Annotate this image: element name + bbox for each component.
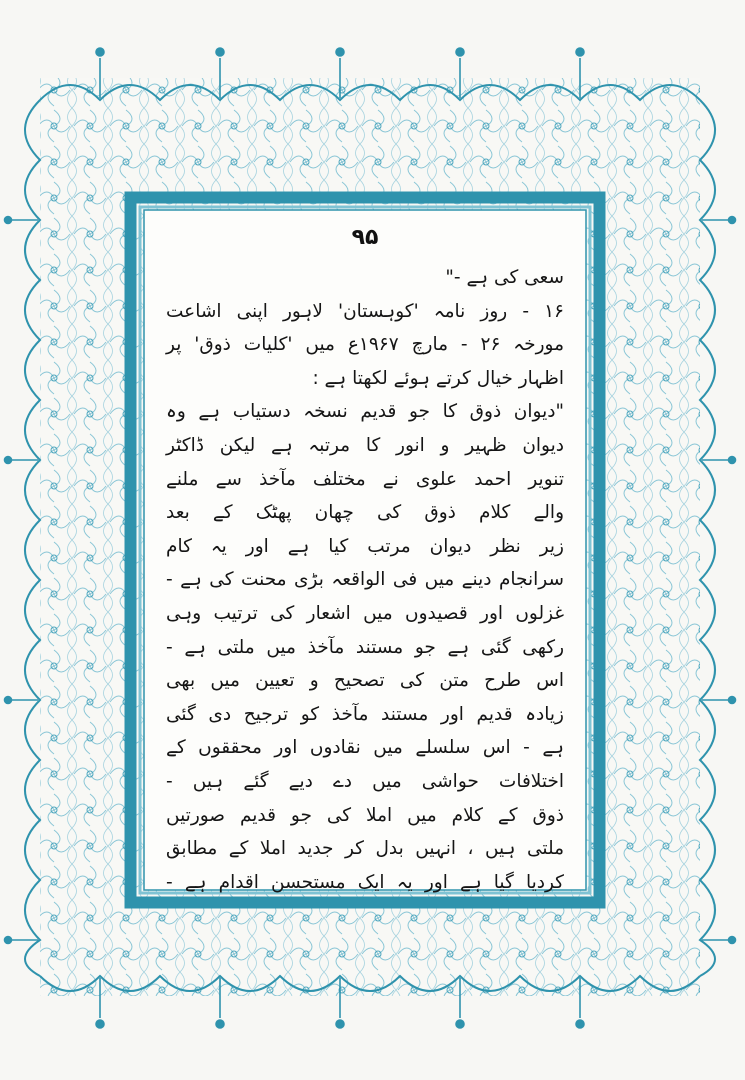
text-line: رکھی گئی ہے جو مستند مآخذ میں ملتی ہے - [166,636,564,658]
text-panel [148,213,582,893]
text-line: غزلوں اور قصیدوں میں اشعار کی ترتیب وہی [166,602,564,624]
page-number: ۹۵ [351,225,379,250]
text-line: تنویر احمد علوی نے مختلف مآخذ سے ملنے [166,468,564,490]
text-line: ذوق کے کلام میں املا کی جو قدیم صورتیں [166,804,564,826]
text-line: اظہار خیال کرتے ہوئے لکھتا ہے : [312,367,564,389]
text-line: زیر نظر دیوان مرتب کیا ہے اور یہ کام [166,535,564,557]
text-line: ملتی ہیں ، انہیں بدل کر جدید املا کے مطابق [166,838,564,860]
text-line: ۱۶ - روز نامہ 'کوہستان' لاہور اپنی اشاعت [166,300,564,322]
text-line: کردیا گیا ہے اور یہ ایک مستحسن اقدام ہے - [166,871,564,893]
text-line: "دیوان ذوق کا جو قدیم نسخہ دستیاب ہے وہ [166,401,564,423]
text-line: سعی کی ہے -" [445,267,564,288]
body-text [166,261,564,899]
text-line: ہے - اس سلسلے میں نقادوں اور محققوں کے [166,737,564,759]
text-line: سرانجام دینے میں فی الواقعہ بڑی محنت کی ہے - [166,569,564,591]
text-line: اختلافات حواشی میں دے دیے گئے ہیں - [166,770,564,792]
text-line: دیوان ظہیر و انور کا مرتبہ ہے لیکن ڈاکٹر [166,434,564,456]
text-line: اس طرح متن کی تصحیح و تعیین میں بھی [166,670,564,692]
text-line: والے کلام ذوق کی چھان پھٹک کے بعد [166,502,564,524]
text-line: مورخہ ۲۶ - مارچ ۱۹۶۷ع میں 'کلیات ذوق' پر [166,334,564,356]
text-line: زیادہ قدیم اور مستند مآخذ کو ترجیح دی گئی [166,703,564,725]
